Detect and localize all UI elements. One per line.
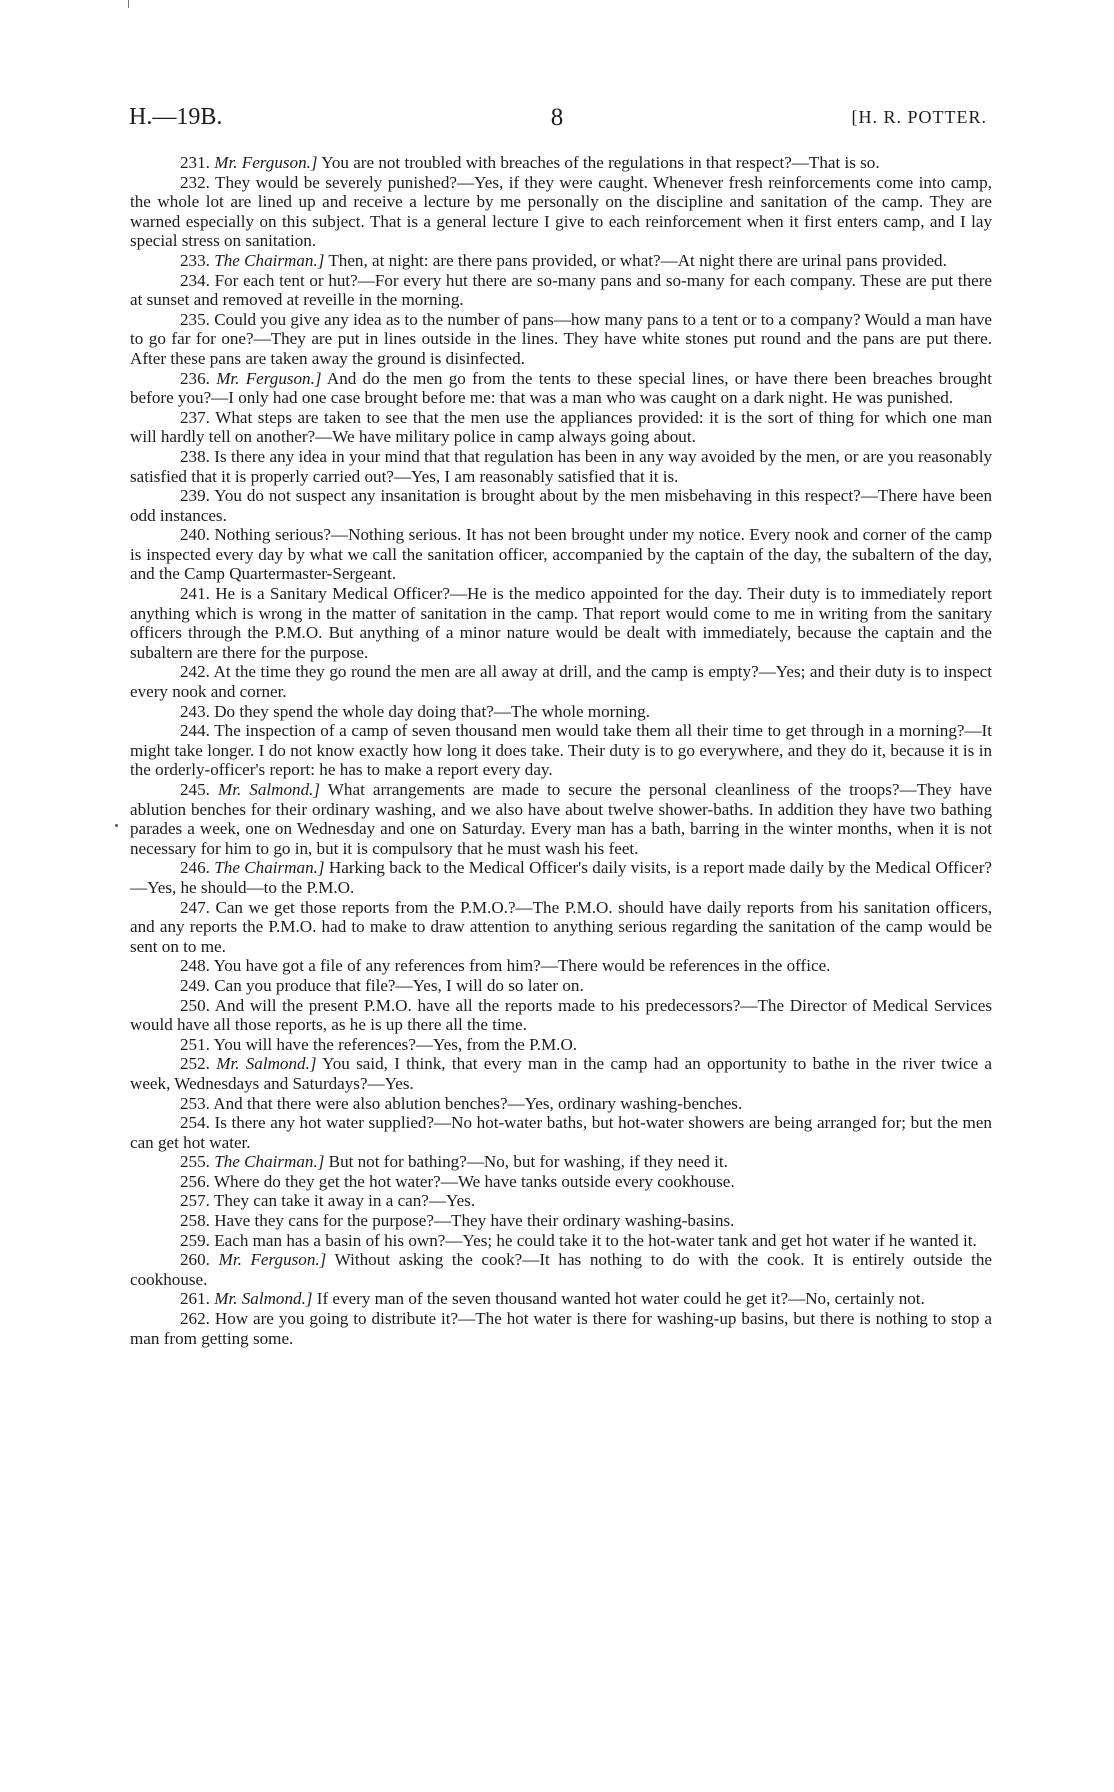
- question-paragraph: [130, 1054, 992, 1093]
- question-text: You said, I think, that every man in the camp had an opportunity to bathe in the river twice a week, Wednesdays and Saturdays?—Yes.: [130, 1054, 993, 1093]
- question-number: 240.: [180, 525, 210, 545]
- speaker-name: Mr. Salmond.]: [216, 1054, 317, 1074]
- question-paragraph: [130, 447, 992, 486]
- question-number: 261.: [180, 1289, 210, 1309]
- question-paragraph: [130, 369, 992, 408]
- question-number: 234.: [180, 270, 210, 290]
- question-number: 245.: [180, 780, 210, 799]
- question-number: 239.: [180, 486, 210, 506]
- question-number: 242.: [180, 662, 210, 682]
- question-number: 259.: [180, 1230, 210, 1250]
- question-text: He is a Sanitary Medical Officer?—He is the medico appointed for the day. Their duty is to immediately report anything which is wrong in the matter of sanitation in the camp. That report would come to me in writing from the sanitary officers through the P.M.O. But anything of a minor nature would be dealt with immediately, because the captain and the subaltern are there for the purpose.: [130, 584, 992, 662]
- question-number: 231.: [180, 153, 210, 172]
- question-paragraph: [130, 584, 992, 662]
- question-number: 252.: [180, 1054, 210, 1074]
- question-number: 232.: [180, 172, 210, 192]
- question-number: 258.: [180, 1211, 210, 1231]
- question-paragraph: [130, 271, 992, 310]
- document-reference: H.—19B.: [129, 104, 223, 130]
- question-text: What arrangements are made to secure the personal cleanliness of the troops?—They have ablution benches for their ordinary washing, and we also have about twelve shower-baths. In addition they have two bathing parades a week, one on Wednesday and one on Saturday. Every man has a bath, barring in the winter months, when it is not necessary for him to go in, but it is compulsory that he must wash his feet.: [130, 780, 993, 858]
- question-text: Do they spend the whole day doing that?—The whole morning.: [214, 701, 651, 721]
- question-paragraph: [130, 408, 992, 447]
- question-paragraph: [130, 153, 992, 173]
- margin-mark: [115, 824, 118, 827]
- question-number: 260.: [180, 1250, 210, 1270]
- speaker-name: Mr. Ferguson.]: [216, 368, 322, 388]
- question-text: Each man has a basin of his own?—Yes; he could take it to the hot-water tank and get hot water if he wanted it.: [214, 1230, 977, 1250]
- question-number: 250.: [180, 995, 210, 1015]
- question-paragraph: [130, 1094, 992, 1114]
- speaker-name: Mr. Ferguson.]: [218, 1250, 327, 1270]
- question-text: Harking back to the Medical Officer's daily visits, is a report made daily by the Medical Officer?—Yes, he should—to the P.M.O.: [130, 858, 992, 897]
- question-paragraph: [130, 1289, 992, 1309]
- question-text: Could you give any idea as to the number of pans—how many pans to a tent or to a company? Would a man have to go far for one?—They are put in lines outside in the lines. They have white stones put round and the pans are put there. After these pans are taken away the ground is disinfected.: [130, 309, 992, 368]
- question-number: 244.: [180, 721, 210, 741]
- question-number: 241.: [180, 584, 210, 604]
- question-number: 251.: [180, 1034, 210, 1054]
- question-text: If every man of the seven thousand wanted hot water could he get it?—No, certainly not.: [312, 1289, 925, 1309]
- question-paragraph: [130, 1035, 992, 1055]
- question-text: The inspection of a camp of seven thousand men would take them all their time to get through in a morning?—It might take longer. I do not know exactly how long it does take. Their duty is to go everywhere, and they do it, because it is in the orderly-officer's report: he has to make a report every day.: [130, 721, 993, 780]
- question-number: 237.: [180, 407, 210, 427]
- question-paragraph: [130, 1211, 992, 1231]
- speaker-name: Mr. Salmond.]: [214, 1289, 313, 1309]
- question-text: Can you produce that file?—Yes, I will do so later on.: [214, 975, 584, 995]
- question-paragraph: [130, 1113, 992, 1152]
- question-text: Nothing serious?—Nothing serious. It has not been brought under my notice. Every nook and corner of the camp is inspected every day by what we call the sanitation officer, accompanied by the captain of the day, the subaltern of the day, and the Camp Quartermaster-Sergeant.: [130, 525, 992, 584]
- question-text: And that there were also ablution benches?—Yes, ordinary washing-benches.: [213, 1093, 743, 1113]
- question-text: You are not troubled with breaches of the regulations in that respect?—That is so.: [317, 153, 880, 172]
- question-text: Is there any idea in your mind that that regulation has been in any way avoided by the men, or are you reasonably satisfied that it is properly carried out?—Yes, I am reasonably satisfied that it is.: [130, 446, 992, 486]
- speaker-name: Mr. Ferguson.]: [214, 153, 318, 172]
- question-text: Can we get those reports from the P.M.O.?—The P.M.O. should have daily reports from his sanitation officers, and any reports the P.M.O. had to make to draw attention to anything serious regarding the sanitation of the camp would be sent on to me.: [130, 897, 992, 956]
- question-text: Then, at night: are there pans provided, or what?—At night there are urinal pans provided.: [324, 250, 947, 270]
- question-paragraph: [130, 525, 992, 584]
- question-number: 243.: [180, 701, 210, 721]
- question-paragraph: [130, 1191, 992, 1211]
- question-paragraph: [130, 173, 992, 251]
- question-text: Without asking the cook?—It has nothing to do with the cook. It is entirely outside the cookhouse.: [130, 1250, 993, 1289]
- question-number: 253.: [180, 1093, 210, 1113]
- question-number: 249.: [180, 975, 210, 995]
- question-number: 255.: [180, 1152, 210, 1172]
- question-paragraph: [130, 976, 992, 996]
- question-text: You will have the references?—Yes, from the P.M.O.: [213, 1034, 578, 1054]
- question-number: 247.: [180, 897, 210, 917]
- question-paragraph: [130, 1250, 992, 1289]
- question-paragraph: [130, 1309, 992, 1348]
- question-paragraph: [130, 1231, 992, 1251]
- question-number: 254.: [180, 1113, 210, 1133]
- question-text: What steps are taken to see that the men use the appliances provided: it is the sort of thing for which one man will hardly tell on another?—We have military police in camp always going about.: [130, 407, 992, 447]
- page-header: [0, 104, 1114, 134]
- speaker-name: The Chairman.]: [214, 858, 325, 878]
- question-paragraph: [130, 486, 992, 525]
- question-paragraph: [130, 662, 992, 701]
- question-paragraph: [130, 858, 992, 897]
- question-paragraph: [130, 996, 992, 1035]
- question-number: 235.: [180, 309, 210, 329]
- question-text: You have got a file of any references from him?—There would be references in the office.: [213, 956, 831, 976]
- question-text: And do the men go from the tents to these special lines, or have there been breaches brought before you?—I only had one case brought before me: that was a man who was caught on a dark night. He was punished.: [130, 368, 992, 408]
- question-text: But not for bathing?—No, but for washing, if they need it.: [324, 1152, 728, 1172]
- question-paragraph: [130, 310, 992, 369]
- question-text: And will the present P.M.O. have all the reports made to his predecessors?—The Director of Medical Services would have all those reports, as he is up there all the time.: [130, 995, 992, 1035]
- speaker-name: Mr. Salmond.]: [217, 780, 321, 799]
- question-number: 257.: [180, 1191, 210, 1211]
- question-paragraph: [130, 251, 992, 271]
- witness-name: [H. R. POTTER.: [851, 107, 987, 127]
- question-number: 262.: [180, 1309, 210, 1329]
- question-text: You do not suspect any insanitation is brought about by the men misbehaving in this respect?—There have been odd instances.: [130, 486, 993, 525]
- question-paragraph: [130, 1152, 992, 1172]
- question-text: They would be severely punished?—Yes, if they were caught. Whenever fresh reinforcements come into camp, the whole lot are lined up and receive a lecture by me personally on the discipline and sanitation of the camp. They are warned especially on this subject. That is a general lecture I give to each reinforcement when it first enters camp, and I lay special stress on sanitation.: [130, 172, 992, 251]
- testimony-body: [130, 153, 992, 1348]
- speaker-name: The Chairman.]: [214, 250, 325, 270]
- question-text: How are you going to distribute it?—The hot water is there for washing-up basins, but there is nothing to stop a man from getting some.: [130, 1309, 992, 1348]
- question-paragraph: [130, 721, 992, 780]
- speaker-name: The Chairman.]: [214, 1152, 325, 1172]
- question-paragraph: [130, 702, 992, 722]
- question-paragraph: [130, 1172, 992, 1192]
- question-paragraph: [130, 780, 992, 858]
- question-number: 256.: [180, 1171, 210, 1191]
- question-number: 246.: [180, 858, 210, 878]
- question-number: 248.: [180, 956, 210, 976]
- question-paragraph: [130, 956, 992, 976]
- question-text: Have they cans for the purpose?—They have their ordinary washing-basins.: [214, 1211, 735, 1231]
- question-paragraph: [130, 898, 992, 957]
- question-number: 233.: [180, 250, 210, 270]
- question-text: Where do they get the hot water?—We have tanks outside every cookhouse.: [213, 1171, 735, 1191]
- question-text: At the time they go round the men are all away at drill, and the camp is empty?—Yes; and their duty is to inspect every nook and corner.: [130, 662, 992, 702]
- question-number: 236.: [180, 368, 210, 388]
- scan-mark: [128, 0, 129, 8]
- page-number: 8: [550, 104, 564, 131]
- question-text: Is there any hot water supplied?—No hot-water baths, but hot-water showers are being arranged for; but the men can get hot water.: [130, 1113, 992, 1152]
- question-text: For each tent or hut?—For every hut there are so-many pans and so-many for each company. These are put there at sunset and removed at reveille in the morning.: [130, 270, 992, 310]
- question-text: They can take it away in a can?—Yes.: [213, 1191, 476, 1211]
- question-number: 238.: [180, 446, 210, 466]
